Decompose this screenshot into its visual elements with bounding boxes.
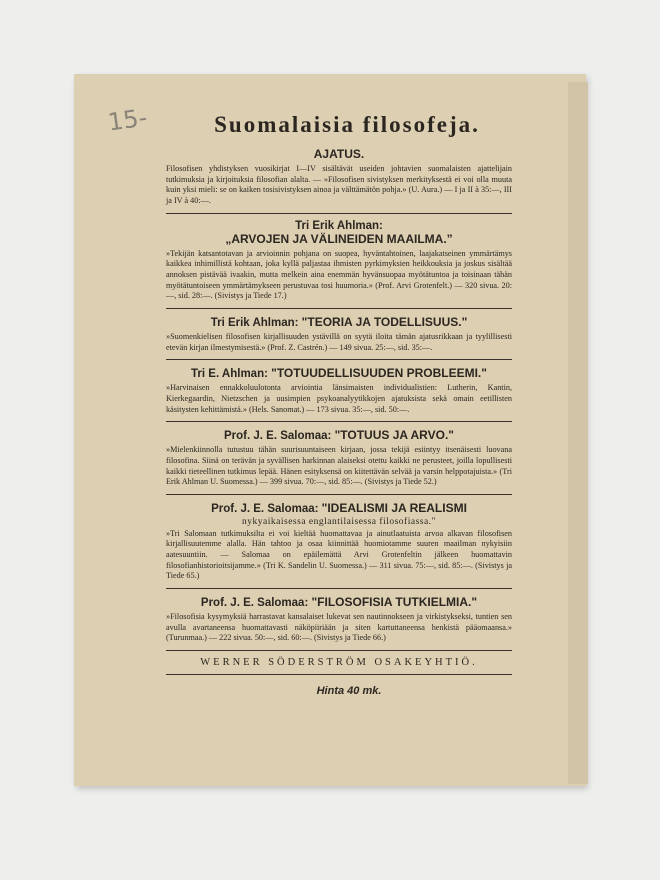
entry-description: »Mielenkiinnolla tutustuu tähän suurisuuntaiseen kirjaan, jossa tekijä esiintyy itsenäisesti luovana filosofina. Siinä on terävän ja syvällisen harkinnan alaiseksi otettu kaikki ne perusteet, joilla lopullisesti kaikki tieteellinen tutkimus lepää. Hänen esityksensä on kiitettävän selvää ja varsin helppotajuista.» (Tri Erik Ahlman U. Suomessa.) — 399 sivua. 70:—, sid. 85:—. (Sivistys ja Tiede 52.) bbox=[166, 445, 512, 487]
entry-title: "TEORIA JA TODELLISUUS." bbox=[301, 314, 468, 329]
entry-title: "IDEALISMI JA REALISMI bbox=[321, 500, 467, 515]
entry-title: "FILOSOFISIA TUTKIELMIA." bbox=[311, 595, 478, 610]
entry-author: Tri E. Ahlman: bbox=[191, 368, 268, 381]
entry-heading bbox=[166, 428, 512, 442]
divider bbox=[166, 359, 512, 360]
entry-heading bbox=[166, 366, 512, 380]
entry-heading bbox=[166, 595, 512, 609]
book-entry bbox=[166, 428, 512, 488]
page-title: Suomalaisia filosofeja. bbox=[214, 112, 480, 137]
divider bbox=[166, 213, 512, 214]
price-label: Hinta 40 mk. bbox=[316, 685, 382, 698]
divider bbox=[166, 308, 512, 309]
entry-author: Prof. J. E. Salomaa: bbox=[211, 502, 319, 515]
entry-description: Filosofisen yhdistyksen vuosikirjat I—IV sisältävät useiden johtavien suomalaisten ajattelijain tutkimuksia ja kirjoituksia filosofian alalta. — »Filosofisen sivistyksen merkityksestä ei voi olla muuta kuin yksi mieli: se on kaiken tosisivistyksen ainoa ja välttämätön pohja.» (U. Aura.) — I ja II à 35:—, III ja IV à 40:—. bbox=[166, 164, 512, 205]
entry-author: Tri Erik Ahlman: bbox=[210, 316, 299, 329]
divider bbox=[166, 421, 512, 422]
entry-title: AJATUS. bbox=[313, 147, 365, 161]
entry-subtitle: nykyaikaisessa englantilaisessa filosofiassa." bbox=[242, 516, 436, 527]
entry-description: »Harvinaisen ennakkoluulotonta arviointia länsimaisten individualistien: Lutherin, Kantin, Kierkegaardin, Nietzschen ja uusimpien psykoanalyytikkojen ajatuksista sekä omain eetillisten käsitysten kehittämistä.» (Hels. Sanomat.) — 173 sivua. 35:—, sid. 50:—. bbox=[166, 383, 512, 414]
book-entry bbox=[166, 315, 512, 353]
entry-description: »Tekijän katsantotavan ja arvioinnin pohjana on suopea, hyväntahtoinen, laajakatseinen ymmärtämys kaikkea inhimillistä kohtaan, joka kyllä paljastaa ihmisten pyrkimyksien heikkouksia ja joskus sisältää annoksen pistävää ivaakin, mutta melkein aina enemmän hyvänsuopaa myötätuntoa ja toisinaan tähän myötätuntoiseen ymmärtämykseen perustuvaa tosi huumoria.» (Prof. Arvi Grotenfelt.) — 320 sivua. 20:—, sid. 28:—. (Sivistys ja Tiede 17.) bbox=[166, 248, 512, 301]
back-cover-text bbox=[166, 112, 512, 697]
divider bbox=[166, 494, 512, 495]
handwritten-price-note: 15- bbox=[106, 103, 149, 137]
book-entry bbox=[166, 366, 512, 415]
book-entry bbox=[166, 595, 512, 644]
divider bbox=[166, 674, 512, 675]
entry-heading bbox=[166, 220, 512, 246]
entry-title: „ARVOJEN JA VÄLINEIDEN MAAILMA.” bbox=[225, 231, 453, 246]
divider bbox=[166, 650, 512, 651]
entry-heading bbox=[166, 315, 512, 329]
entry-author: Tri Erik Ahlman: bbox=[295, 219, 383, 232]
entry-heading bbox=[166, 147, 512, 161]
entry-author: Prof. J. E. Salomaa: bbox=[224, 430, 332, 443]
entry-heading bbox=[166, 501, 512, 515]
book-entry bbox=[166, 147, 512, 207]
entry-description: »Tri Salomaan tutkimuksilta ei voi kieltää huomattavaa ja ainutlaatuista arvoa alkavan filosofisen kirjallisuutemme alalla. Hän tahtoo ja osaa kiinnittää huomiotamme suuren maailman nykyisiin aatesuuntiin. — Salomaa on epäilemättä Arvi Grotenfeltin jälkeen huomattavin filosofianhistorioitsijamme.» (Tri K. Sandelin U. Suomessa.) — 311 sivua. 75:—, sid. 85:—. (Sivistys ja Tiede 65.) bbox=[166, 528, 512, 581]
publisher-name: WERNER SÖDERSTRÖM OSAKEYHTIÖ. bbox=[200, 657, 478, 669]
book-page-edge bbox=[568, 82, 588, 784]
entry-title: "TOTUUS JA ARVO." bbox=[334, 428, 454, 443]
entry-title: "TOTUUDELLISUUDEN PROBLEEMI." bbox=[271, 366, 487, 381]
entry-description: »Suomenkielisen filosofisen kirjallisuuden ystävillä on syytä iloita tämän ajatusrikkaan ja tyylillisesti etevän kirjan ilmestymisestä.» (Prof. Z. Castrén.) — 149 sivua. 25:—, sid. 35:—. bbox=[166, 331, 512, 352]
entry-author: Prof. J. E. Salomaa: bbox=[200, 597, 309, 610]
entry-description: »Filosofisia kysymyksiä harrastavat kansalaiset lukevat sen nautinnokseen ja virkistykseksi, tuntien sen avulla avartaneensa huomattavasti näköpiiriään ja siten kartuttaneensa henkistä pääomaansa.» (Turunmaa.) — 222 sivua. 50:—, sid. 60:—. (Sivistys ja Tiede 66.) bbox=[166, 612, 512, 643]
book-entry bbox=[166, 220, 512, 302]
divider bbox=[166, 588, 512, 589]
book-entry bbox=[166, 501, 512, 582]
